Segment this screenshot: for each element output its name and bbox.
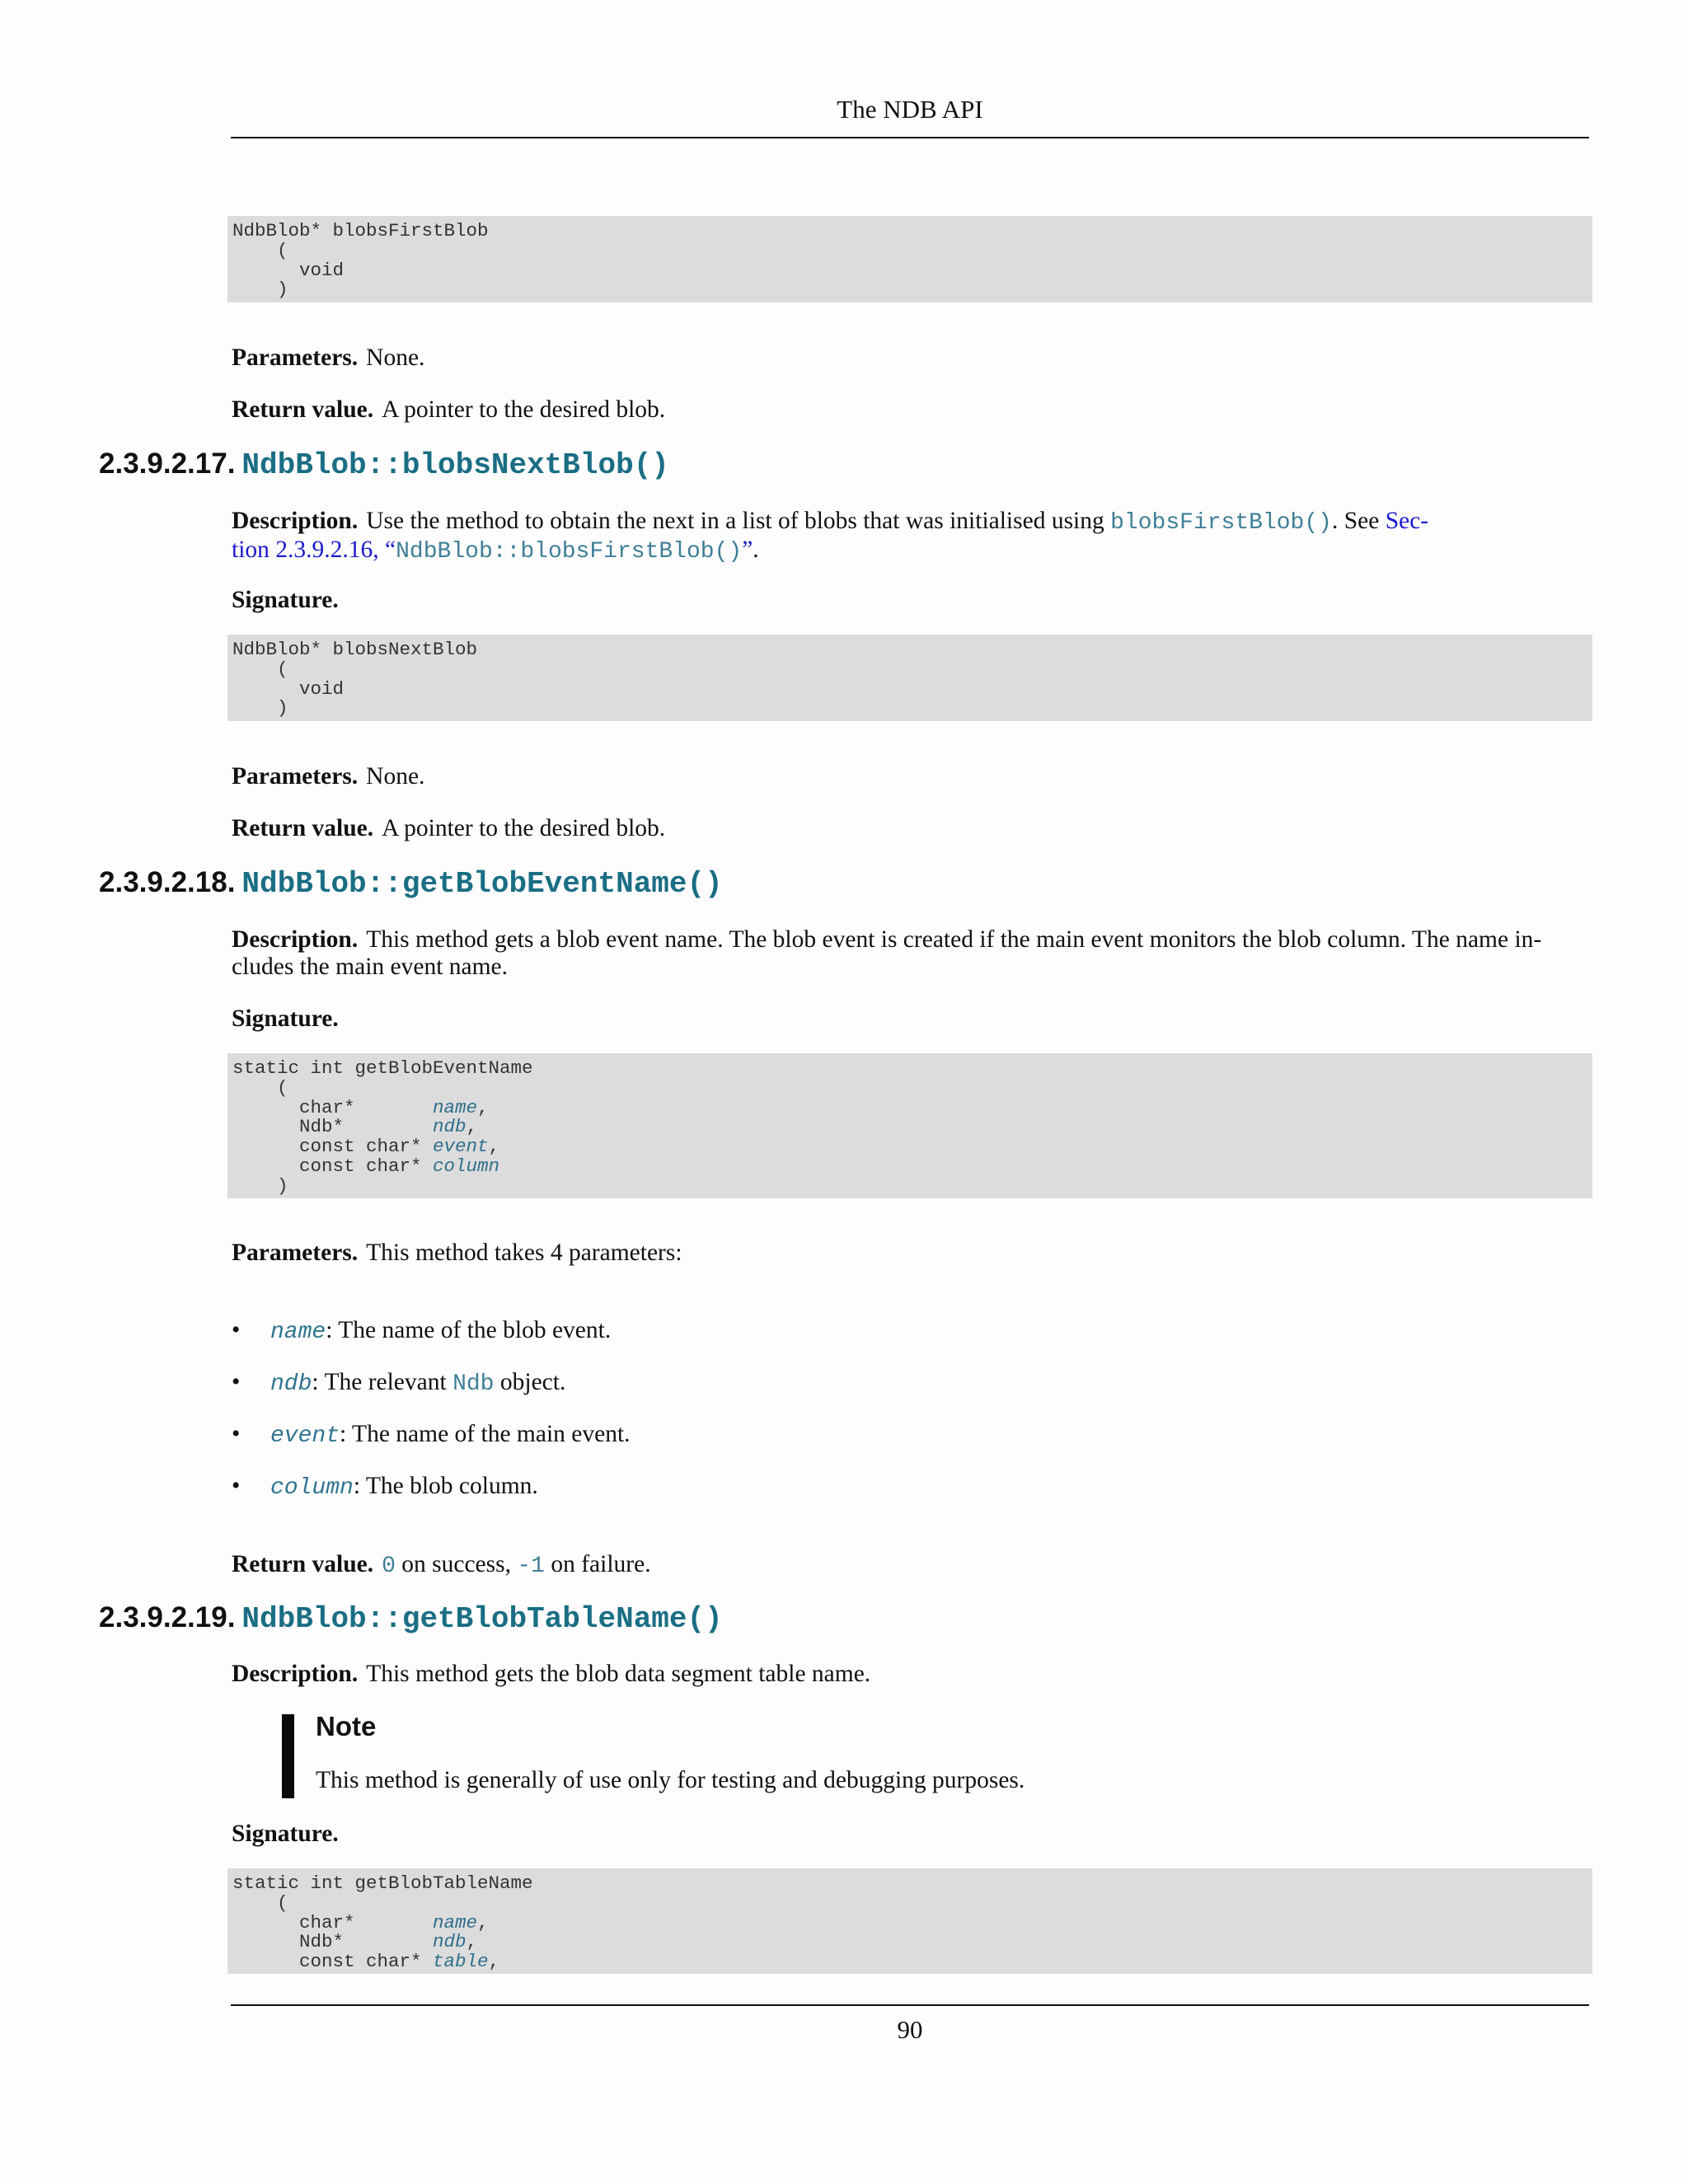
section-number: 2.3.9.2.19.	[99, 1601, 236, 1633]
code-ref-blobs-first-blob: blobsFirstBlob()	[1110, 510, 1332, 536]
bullet-symbol: •	[232, 1317, 241, 1343]
return-code-success: 0	[382, 1554, 396, 1579]
s16-parameters	[232, 344, 1583, 372]
xref-link-section-16[interactable]: Sec- tion 2.3.9.2.16, “NdbBlob::blobsFirstBlob()”	[232, 508, 1429, 565]
bullet-text: : The blob column.	[353, 1473, 538, 1499]
return-text: A pointer to the desired blob.	[382, 396, 666, 423]
section-heading-get-blob-table-name	[99, 1601, 723, 1636]
section-title: NdbBlob::blobsNextBlob()	[241, 448, 669, 482]
signature-label: Signature.	[232, 587, 339, 613]
s17-parameters	[232, 763, 1583, 790]
page-header-title: The NDB API	[837, 95, 983, 124]
param-name: name	[270, 1319, 326, 1345]
bullet-text: : The relevant	[312, 1369, 453, 1395]
return-text: A pointer to the desired blob.	[382, 815, 666, 841]
section-title: NdbBlob::getBlobEventName()	[241, 867, 723, 901]
description-label: Description.	[232, 508, 359, 534]
s18-return-value	[232, 1551, 1583, 1580]
return-label: Return value.	[232, 815, 374, 841]
description-text: Use the method to obtain the next in a list of blobs that was initialised using	[366, 508, 1104, 534]
section-number: 2.3.9.2.18.	[99, 866, 236, 898]
bullet-item-event	[232, 1421, 631, 1450]
s19-description	[232, 1661, 1583, 1688]
footer-rule	[231, 2004, 1589, 2006]
parameters-text: None.	[366, 344, 425, 371]
bullet-symbol: •	[232, 1421, 241, 1447]
description-label: Description.	[232, 1661, 359, 1687]
bullet-text: : The name of the main event.	[340, 1421, 631, 1447]
param-name: event	[270, 1423, 340, 1449]
note-text: This method is generally of use only for testing and debugging purposes.	[316, 1767, 1025, 1793]
bullet-text: object.	[494, 1369, 566, 1395]
note-title: Note	[316, 1711, 377, 1741]
signature-label: Signature.	[232, 1821, 339, 1847]
signature-label: Signature.	[232, 1005, 339, 1032]
header-rule	[231, 137, 1589, 138]
return-text: on success,	[395, 1551, 518, 1577]
s18-signature	[232, 1005, 1583, 1033]
return-label: Return value.	[232, 1551, 374, 1577]
s18-parameters	[232, 1240, 1583, 1267]
page-number: 90	[897, 2015, 923, 2044]
bullet-symbol: •	[232, 1473, 241, 1499]
parameters-text: This method takes 4 parameters:	[366, 1240, 682, 1266]
note-bar	[282, 1714, 294, 1798]
parameters-label: Parameters.	[232, 1240, 359, 1266]
s18-description	[232, 926, 1583, 981]
return-label: Return value.	[232, 396, 374, 423]
section-heading-blobs-next-blob	[99, 448, 669, 482]
description-line-2: cludes the main event name.	[232, 954, 509, 980]
s16-return-value	[232, 396, 1583, 424]
code-block-get-blob-table-name: static int getBlobTableName ( char* name, Ndb* ndb, const char* table,	[227, 1868, 1592, 1974]
description-line-1: This method gets a blob event name. The blob event is created if the main event monitors the blob column. The name in-	[366, 926, 1542, 953]
description-label: Description.	[232, 926, 359, 953]
code-ref-ndb: Ndb	[452, 1371, 495, 1397]
param-name: column	[270, 1475, 354, 1501]
code-block-get-blob-event-name: static int getBlobEventName ( char* name, Ndb* ndb, const char* event, const char* column )	[227, 1053, 1592, 1198]
bullet-item-column	[232, 1473, 538, 1502]
return-code-failure: -1	[517, 1554, 545, 1579]
bullet-item-ndb	[232, 1369, 565, 1398]
description-see: . See	[1331, 508, 1380, 534]
s17-signature	[232, 587, 1583, 614]
s17-description	[232, 508, 1583, 565]
section-heading-get-blob-event-name	[99, 866, 723, 901]
bullet-item-name	[232, 1317, 611, 1346]
section-title: NdbBlob::getBlobTableName()	[241, 1602, 723, 1636]
return-text: on failure.	[544, 1551, 651, 1577]
period: .	[753, 537, 759, 563]
param-name: ndb	[270, 1371, 312, 1397]
parameters-label: Parameters.	[232, 763, 359, 790]
bullet-symbol: •	[232, 1369, 241, 1395]
section-number: 2.3.9.2.17.	[99, 448, 236, 480]
s17-return-value	[232, 815, 1583, 842]
code-block-blobs-first-blob: NdbBlob* blobsFirstBlob ( void )	[227, 216, 1592, 302]
description-text: This method gets the blob data segment table name.	[366, 1661, 871, 1687]
parameters-text: None.	[366, 763, 425, 790]
s19-signature	[232, 1821, 1583, 1848]
bullet-text: : The name of the blob event.	[326, 1317, 612, 1343]
code-block-blobs-next-blob: NdbBlob* blobsNextBlob ( void )	[227, 635, 1592, 721]
parameters-label: Parameters.	[232, 344, 359, 371]
